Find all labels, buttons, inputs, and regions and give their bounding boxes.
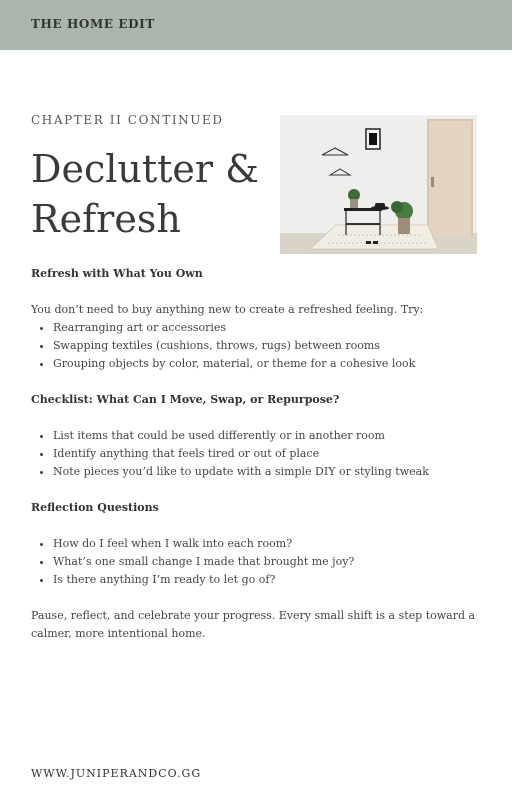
list-item: • Identify anything that feels tired or out of place xyxy=(53,445,486,463)
list-item: • Swapping textiles (cushions, throws, rugs) between rooms xyxy=(53,337,486,355)
hallway-photo xyxy=(280,115,477,254)
checklist-list xyxy=(31,427,486,481)
list-item: • Rearranging art or accessories xyxy=(53,319,486,337)
list-item: • Note pieces you’d like to update with a simple DIY or styling tweak xyxy=(53,463,486,481)
title-line-2: Refresh xyxy=(31,197,181,241)
header-band xyxy=(0,0,512,50)
section-heading-checklist: Checklist: What Can I Move, Swap, or Repurpose? xyxy=(31,393,340,406)
list-item: • What’s one small change I made that brought me joy? xyxy=(53,553,486,571)
reflection-list xyxy=(31,535,486,589)
section-intro: You don’t need to buy anything new to create a refreshed feeling. Try: xyxy=(31,303,424,316)
title-line-1: Declutter & xyxy=(31,147,259,191)
main-content xyxy=(31,265,486,643)
section-heading-refresh: Refresh with What You Own xyxy=(31,267,203,280)
list-item: • Is there anything I’m ready to let go of? xyxy=(53,571,486,589)
list-item: • How do I feel when I walk into each room? xyxy=(53,535,486,553)
closing-paragraph: Pause, reflect, and celebrate your progress. Every small shift is a step toward a calmer, more intentional home. xyxy=(31,609,476,640)
list-item: • List items that could be used differently or in another room xyxy=(53,427,486,445)
footer-website[interactable]: WWW.JUNIPERANDCO.GG xyxy=(31,767,202,780)
refresh-list xyxy=(31,319,486,373)
page-title xyxy=(31,144,281,244)
chapter-eyebrow: CHAPTER II CONTINUED xyxy=(31,113,224,127)
section-heading-reflection: Reflection Questions xyxy=(31,501,159,514)
list-item: • Grouping objects by color, material, or theme for a cohesive look xyxy=(53,355,486,373)
brand-name: THE HOME EDIT xyxy=(31,17,155,31)
